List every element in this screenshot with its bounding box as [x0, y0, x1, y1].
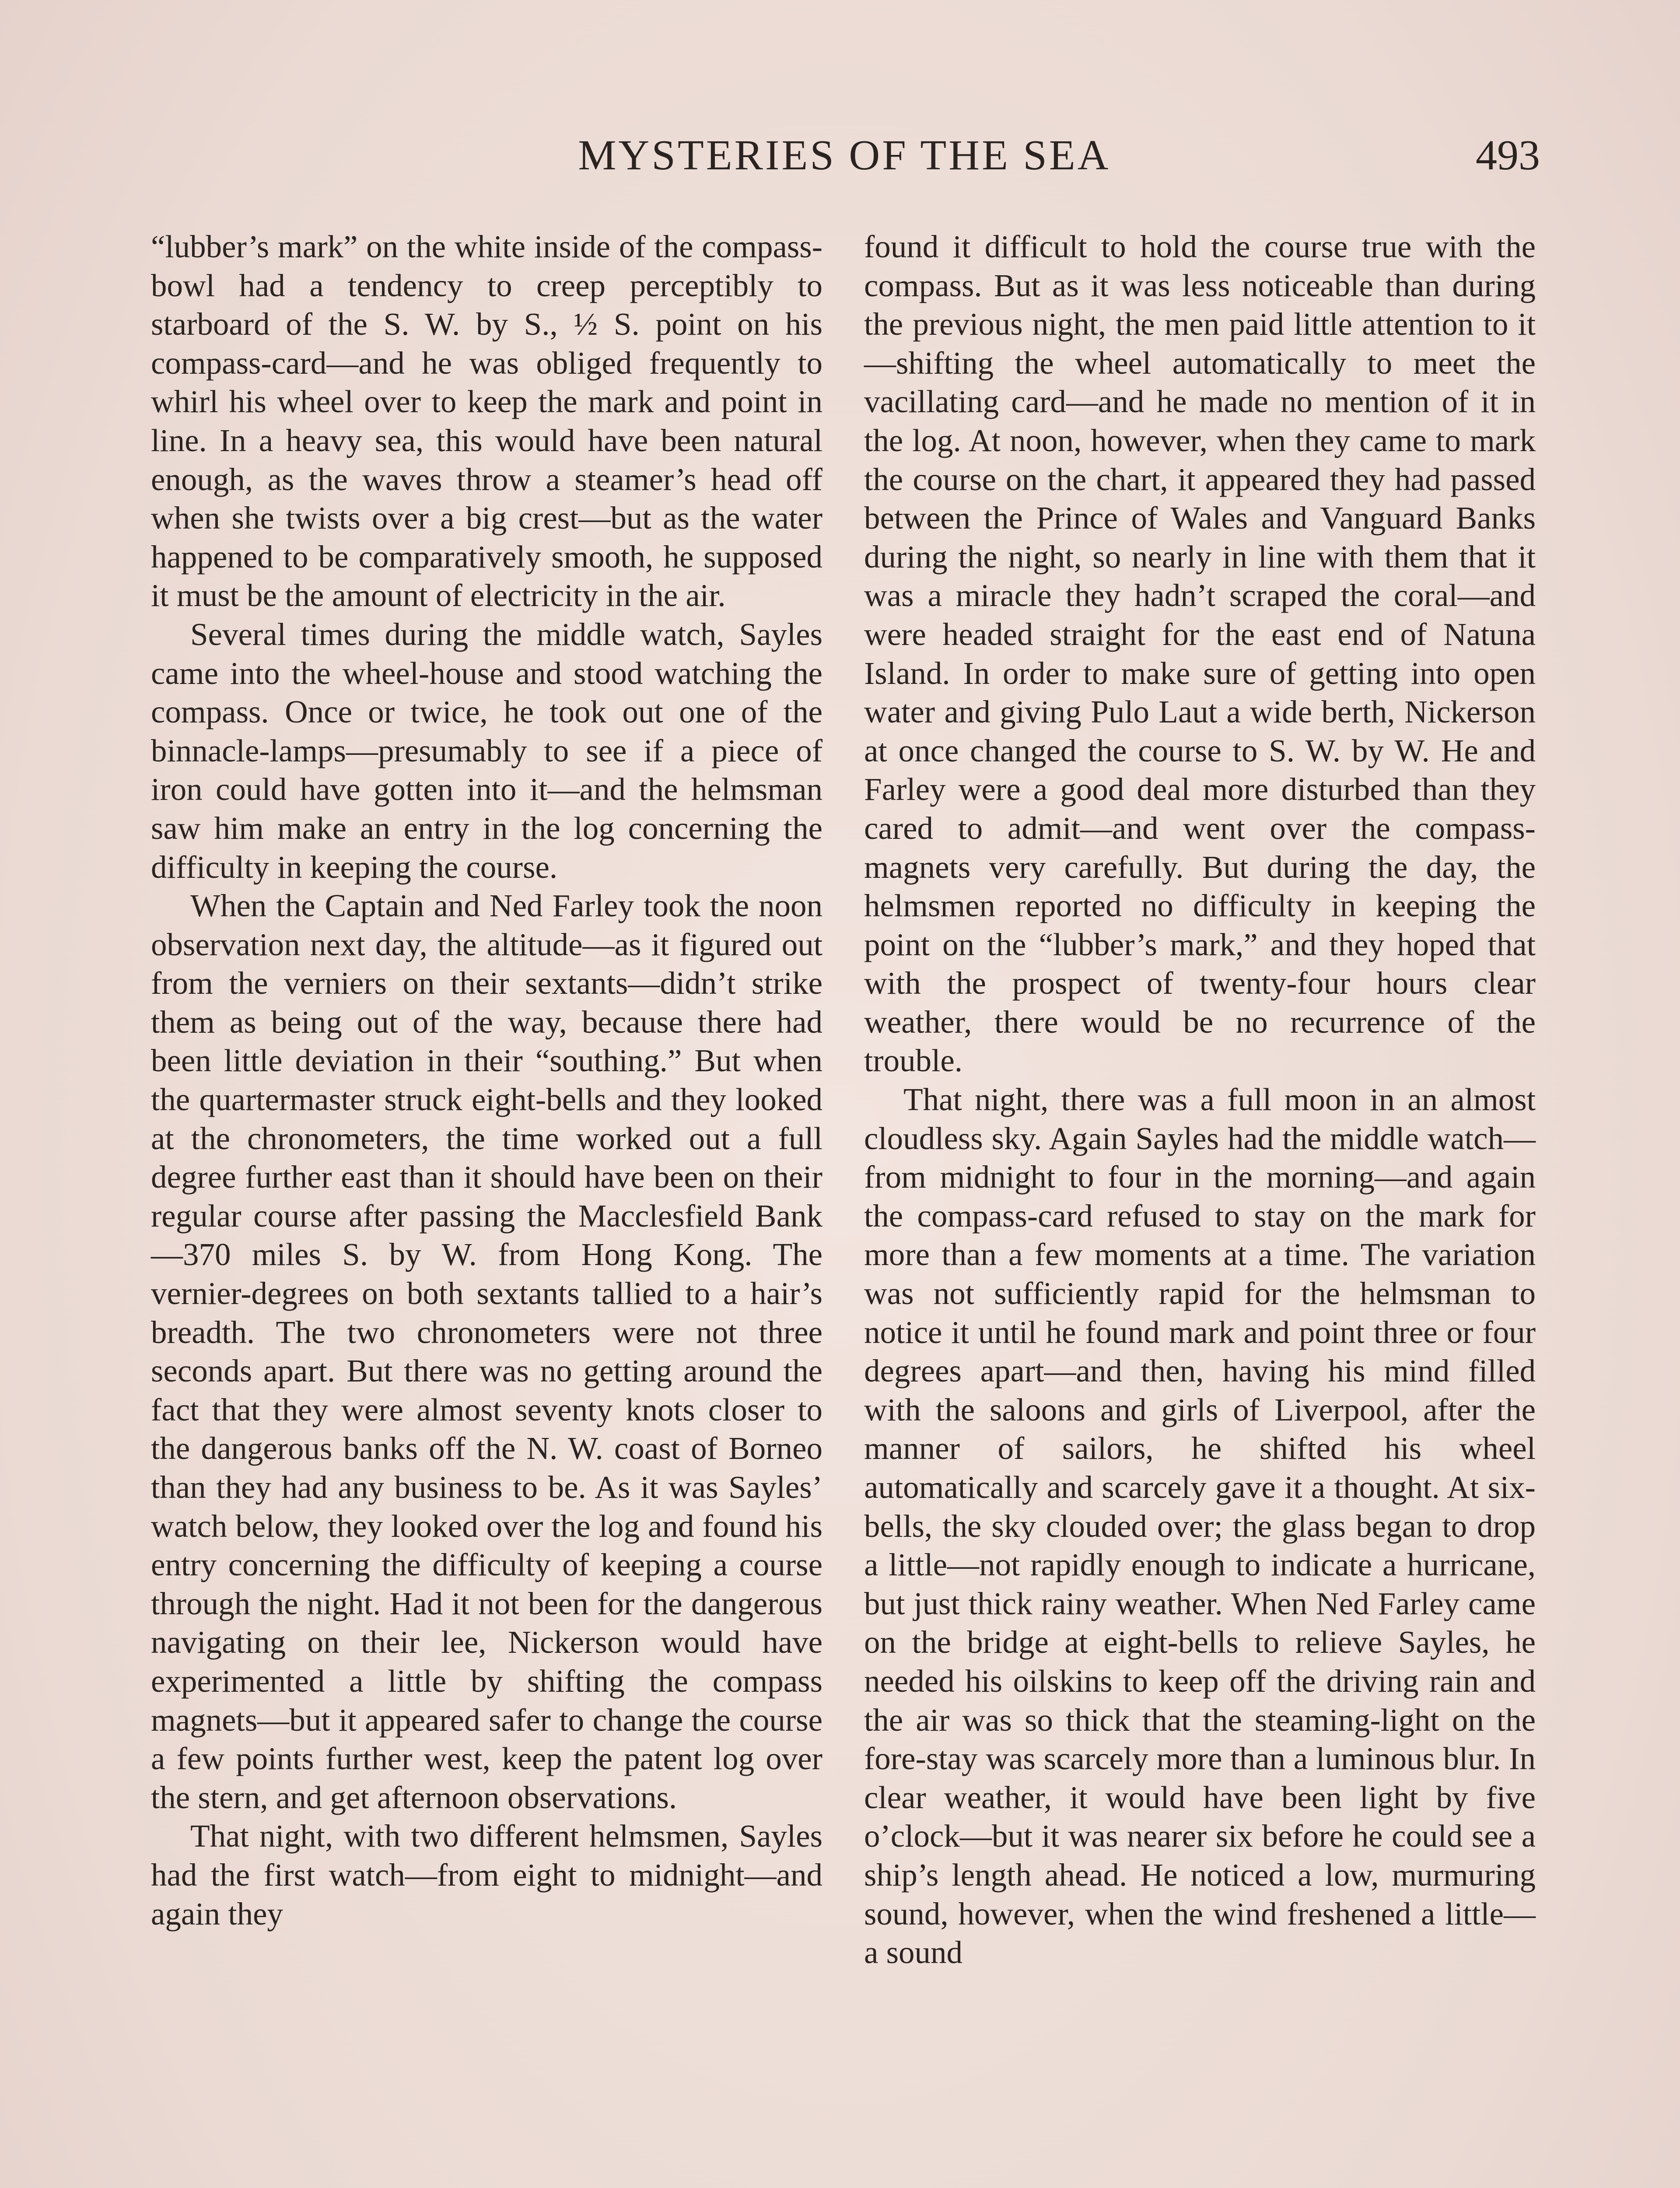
page-number: 493 [1476, 132, 1540, 179]
right-column [864, 228, 1536, 1972]
left-column [151, 228, 822, 1933]
paragraph: That night, with two different helmsmen, Sayles had the first watch—from eight to midnight—and again they [151, 1818, 822, 1932]
paragraph: Several times during the middle watch, Sayles came into the wheel-house and stood watching the compass. Once or twice, he took out one of the binnacle-lamps—presumably to see if a piece of iron could have gotten into it—and the helmsman saw him make an entry in the log concerning the difficulty in keeping the course. [151, 616, 822, 885]
paragraph: “lubber’s mark” on the white inside of the compass-bowl had a tendency to creep perceptibly to starboard of the S. W. by S., ½ S. point on his compass-card—and he was obliged frequently to whirl his wheel over to keep the mark and point in line. In a heavy sea, this would have been natural enough, as the waves throw a steamer’s head off when she twists over a big crest—but as the water happened to be comparatively smooth, he supposed it must be the amount of electricity in the air. [151, 229, 822, 614]
paragraph: That night, there was a full moon in an almost cloudless sky. Again Sayles had the middle watch—from midnight to four in the morning—and again the compass-card refused to stay on the mark for more than a few moments at a time. The variation was not sufficiently rapid for the helmsman to notice it until he found mark and point three or four degrees apart—and then, having his mind filled with the saloons and girls of Liverpool, after the manner of sailors, he shifted his wheel automatically and scarcely gave it a thought. At six-bells, the sky clouded over; the glass began to drop a little—not rapidly enough to indicate a hurricane, but just thick rainy weather. When Ned Farley came on the bridge at eight-bells to relieve Sayles, he needed his oilskins to keep off the driving rain and the air was so thick that the steaming-light on the fore-stay was scarcely more than a luminous blur. In clear weather, it would have been light by five o’clock—but it was nearer six before he could see a ship’s length ahead. He noticed a low, murmuring sound, however, when the wind freshened a little—a sound [864, 1082, 1536, 1971]
page-header [149, 125, 1540, 190]
paragraph: When the Captain and Ned Farley took the noon observation next day, the altitude—as it figured out from the verniers on their sextants—didn’t strike them as being out of the way, because there had been little deviation in their “southing.” But when the quartermaster struck eight-bells and they looked at the chronometers, the time worked out a full degree further east than it should have been on their regular course after passing the Macclesfield Bank—370 miles S. by W. from Hong Kong. The vernier-degrees on both sextants tallied to a hair’s breadth. The two chronometers were not three seconds apart. But there was no getting around the fact that they were almost seventy knots closer to the dangerous banks off the N. W. coast of Borneo than they had any business to be. As it was Sayles’ watch below, they looked over the log and found his entry concerning the difficulty of keeping a course through the night. Had it not been for the dangerous navigating on their lee, Nickerson would have experimented a little by shifting the compass magnets—but it appeared safer to change the course a few points further west, keep the patent log over the stern, and get afternoon observations. [151, 888, 822, 1815]
running-title: MYSTERIES OF THE SEA [578, 132, 1111, 179]
paragraph: found it difficult to hold the course true with the compass. But as it was less noticeable than during the previous night, the men paid little attention to it—shifting the wheel automatically to meet the vacillating card—and he made no mention of it in the log. At noon, however, when they came to mark the course on the chart, it appeared they had passed between the Prince of Wales and Vanguard Banks during the night, so nearly in line with them that it was a miracle they hadn’t scraped the coral—and were headed straight for the east end of Natuna Island. In order to make sure of getting into open water and giving Pulo Laut a wide berth, Nickerson at once changed the course to S. W. by W. He and Farley were a good deal more disturbed than they cared to admit—and went over the compass-magnets very carefully. But during the day, the helmsmen reported no difficulty in keeping the point on the “lubber’s mark,” and they hoped that with the prospect of twenty-four hours clear weather, there would be no recurrence of the trouble. [864, 229, 1536, 1079]
